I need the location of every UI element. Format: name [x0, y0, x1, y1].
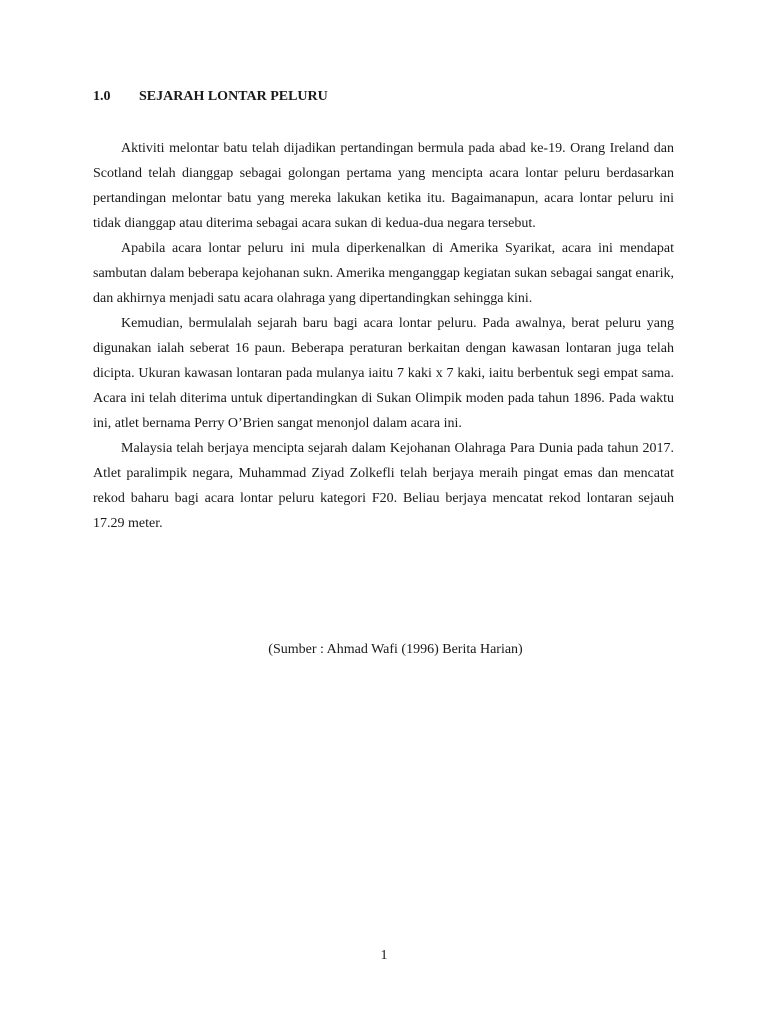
section-number: 1.0 [93, 89, 111, 104]
section-heading [93, 88, 683, 106]
page-number: 1 [380, 948, 388, 963]
paragraph: Kemudian, bermulalah sejarah baru bagi acara lontar peluru. Pada awalnya, berat peluru yang digunakan ialah seberat 16 paun. Beberapa peraturan berkaitan dengan kawasan lontaran juga telah dicipta. Ukuran kawasan lontaran pada mulanya iaitu 7 kaki x 7 kaki, iaitu berbentuk segi empat sama. Acara ini telah diterima untuk dipertandingkan di Sukan Olimpik moden pada tahun 1896. Pada waktu ini, atlet bernama Perry O’Brien sangat menonjol dalam acara ini. [93, 315, 674, 431]
paragraph: Aktiviti melontar batu telah dijadikan pertandingan bermula pada abad ke-19. Orang Ireland dan Scotland telah dianggap sebagai golongan pertama yang mencipta acara lontar peluru berdasarkan pertandingan melontar batu yang mereka lakukan ketika itu. Bagaimanapun, acara lontar peluru ini tidak dianggap atau diterima sebagai acara sukan di kedua-dua negara tersebut. [93, 140, 674, 231]
section-title: SEJARAH LONTAR PELURU [139, 89, 328, 104]
paragraph: Malaysia telah berjaya mencipta sejarah dalam Kejohanan Olahraga Para Dunia pada tahun 2017. Atlet paralimpik negara, Muhammad Ziyad Zolkefli telah berjaya meraih pingat emas dan mencatat rekod baharu bagi acara lontar peluru kategori F20. Beliau berjaya mencatat rekod lontaran sejauh 17.29 meter. [93, 440, 674, 531]
body-text [93, 136, 674, 536]
source-citation: (Sumber : Ahmad Wafi (1996) Berita Harian) [268, 642, 523, 657]
paragraph: Apabila acara lontar peluru ini mula diperkenalkan di Amerika Syarikat, acara ini mendapat sambutan dalam beberapa kejohanan sukn. Amerika menganggap kegiatan sukan sebagai sangat enarik, dan akhirnya menjadi satu acara olahraga yang dipertandingkan sehingga kini. [93, 240, 674, 306]
